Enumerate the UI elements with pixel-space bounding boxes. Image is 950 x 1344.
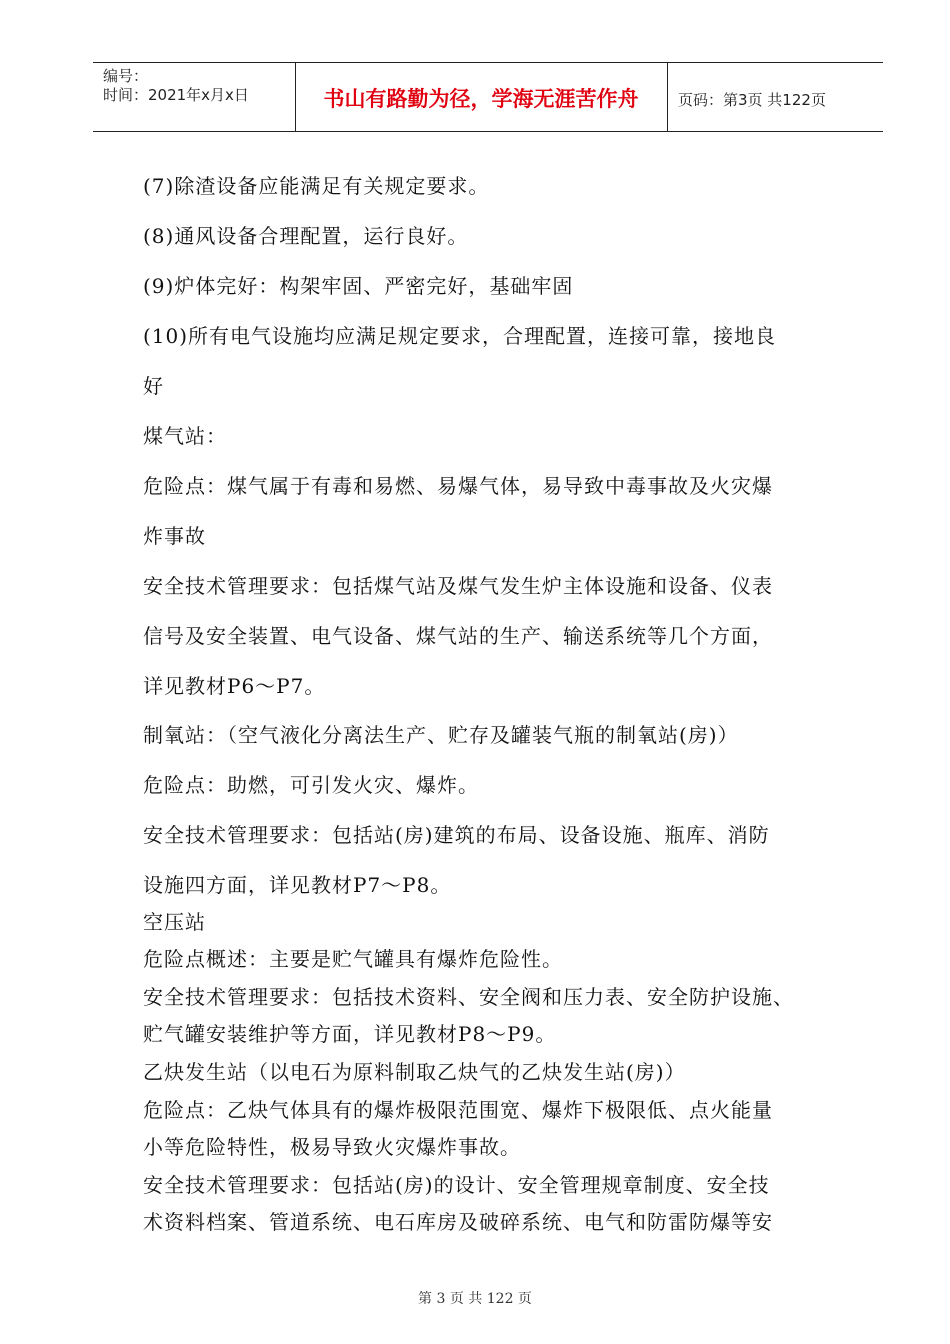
header-page-info: 页码：第3页 共122页: [678, 91, 826, 109]
body-line: 危险点：助燃，可引发火灾、爆炸。: [143, 773, 479, 797]
header-motto: 书山有路勤为径，学海无涯苦作舟: [323, 87, 639, 111]
section-heading: 制氧站：（空气液化分离法生产、贮存及罐装气瓶的制氧站(房)）: [143, 723, 739, 747]
section-heading: 煤气站：: [143, 424, 227, 448]
body-line: (9)炉体完好：构架牢固、严密完好，基础牢固: [143, 274, 574, 298]
body-line: 安全技术管理要求：包括煤气站及煤气发生炉主体设施和设备、仪表: [143, 574, 773, 598]
body-line: 设施四方面，详见教材P7～P8。: [143, 873, 452, 897]
body-line: 小等危险特性，极易导致火灾爆炸事故。: [143, 1135, 521, 1159]
body-line: 炸事故: [143, 524, 206, 548]
document-number-label: 编号：: [103, 67, 149, 85]
body-line: 信号及安全装置、电气设备、煤气站的生产、输送系统等几个方面，: [143, 624, 773, 648]
header-page-cell: [668, 63, 883, 131]
header-motto-cell: [295, 63, 668, 131]
header-meta-cell: [93, 63, 296, 131]
body-line: 术资料档案、管道系统、电石库房及破碎系统、电气和防雷防爆等安: [143, 1210, 773, 1234]
body-line: 安全技术管理要求：包括站(房)的设计、安全管理规章制度、安全技: [143, 1173, 770, 1197]
page-footer: 第 3 页 共 122 页: [418, 1291, 532, 1307]
body-line: 危险点概述：主要是贮气罐具有爆炸危险性。: [143, 947, 563, 971]
page-header: [93, 62, 883, 132]
body-line: 危险点：乙炔气体具有的爆炸极限范围宽、爆炸下极限低、点火能量: [143, 1098, 773, 1122]
body-line: (8)通风设备合理配置，运行良好。: [143, 224, 469, 248]
body-line: (7)除渣设备应能满足有关规定要求。: [143, 174, 490, 198]
section-heading: 空压站: [143, 910, 206, 934]
document-date-label: 时间：2021年x月x日: [103, 86, 249, 104]
section-heading: 乙炔发生站（以电石为原料制取乙炔气的乙炔发生站(房)）: [143, 1060, 686, 1084]
body-line: 详见教材P6～P7。: [143, 674, 326, 698]
body-line: (10)所有电气设施均应满足规定要求，合理配置，连接可靠，接地良: [143, 324, 777, 348]
body-line: 贮气罐安装维护等方面，详见教材P8～P9。: [143, 1022, 557, 1046]
body-line: 好: [143, 374, 164, 398]
body-line: 安全技术管理要求：包括技术资料、安全阀和压力表、安全防护设施、: [143, 985, 794, 1009]
body-line: 危险点：煤气属于有毒和易燃、易爆气体，易导致中毒事故及火灾爆: [143, 474, 773, 498]
body-line: 安全技术管理要求：包括站(房)建筑的布局、设备设施、瓶库、消防: [143, 823, 770, 847]
